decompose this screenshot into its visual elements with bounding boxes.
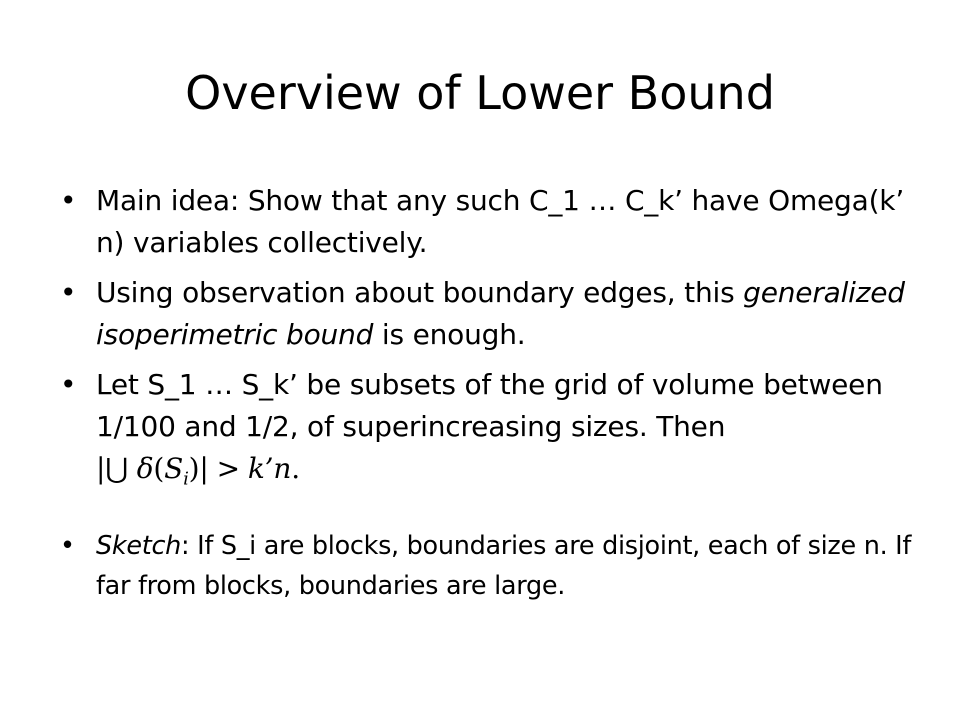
formula-bar-close: | (199, 452, 209, 485)
formula-bar-open: | (96, 452, 106, 485)
bullet-dot-icon: • (60, 368, 77, 401)
formula-delta: δ (136, 452, 154, 485)
bullet-dot-icon: • (60, 184, 77, 217)
formula-greater-than: > (216, 452, 240, 485)
bullet-observation-suffix: is enough. (373, 318, 526, 351)
slide-title: Overview of Lower Bound (185, 66, 775, 120)
bullet-observation-prefix: Using observation about boundary edges, this (96, 276, 744, 309)
bullet-sketch (60, 526, 920, 606)
formula-set: S (164, 452, 184, 485)
bullet-main-idea-text: Main idea: Show that any such C_1 … C_k’ have Omega(k’ n) variables collectively. (96, 184, 905, 259)
bullet-subsets-text: Let S_1 … S_k’ be subsets of the grid of volume between 1/100 and 1/2, of superincreasing sizes. Then (96, 368, 883, 443)
boundary-formula (96, 452, 300, 490)
formula-paren-close: ) (188, 452, 200, 485)
formula-union-symbol: ⋃ (105, 452, 129, 485)
formula-period: . (291, 452, 300, 485)
bullet-main-idea (60, 180, 920, 264)
formula-rhs: k’n (247, 452, 292, 485)
bullet-sketch-text: : If S_i are blocks, boundaries are disjoint, each of size n. If far from blocks, boundaries are large. (96, 531, 912, 601)
bullet-sketch-emphasis: Sketch (96, 531, 182, 561)
bullet-subsets (60, 364, 920, 490)
bullet-dot-icon: • (60, 276, 77, 309)
bullet-observation-emphasis: generalized isoperimetric bound (96, 276, 905, 351)
bullet-list (60, 180, 920, 606)
formula-subscript: i (183, 468, 189, 490)
bullet-observation (60, 272, 920, 356)
bullet-dot-icon: • (60, 531, 75, 561)
formula-paren-open: ( (153, 452, 165, 485)
